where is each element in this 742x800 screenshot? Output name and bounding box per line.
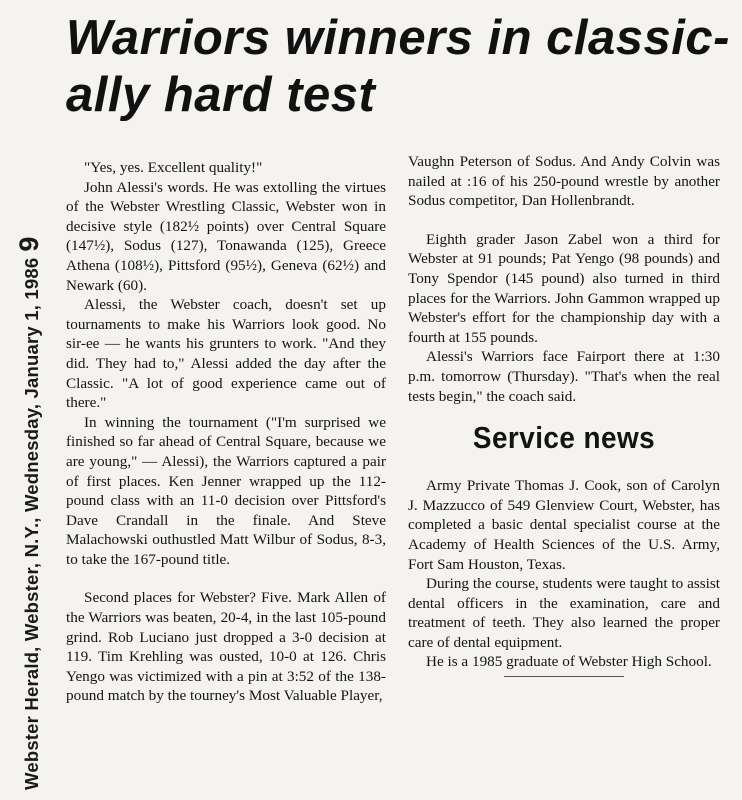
service-news-paragraph: He is a 1985 graduate of Webster High School. xyxy=(426,653,712,671)
end-rule xyxy=(504,676,624,677)
left-column xyxy=(66,158,386,706)
right-column xyxy=(408,152,720,677)
service-news-paragraph: Army Private Thomas J. Cook, son of Carolyn J. Mazzucco of 549 Glenview Court, Webster, has completed a basic dental specialist course at the Academy of Health Sciences of the U.S. Army, Fort Sam Houston, Texas. xyxy=(408,477,720,573)
article-paragraph: Second places for Webster? Five. Mark Allen of the Warriors was beaten, 20-4, in the last 105-pound grind. Rob Luciano just dropped a 3-0 decision at 119. Tim Krehling was ousted, 10-0 at 126. Chris Yengo was victimized with a pin at 3:52 of the 138-pound match by the tourney's Most Valuable Player, xyxy=(66,589,386,705)
article-paragraph: "Yes, yes. Excellent quality!" xyxy=(84,159,263,176)
service-news-heading: Service news xyxy=(472,420,656,456)
page-number: 9 xyxy=(14,236,44,252)
article-paragraph: Vaughn Peterson of Sodus. And Andy Colvin was nailed at :16 of his 250-pound wrestle by another Sodus competitor, Dan Hollenbrandt. xyxy=(408,153,720,210)
article-paragraph: Eighth grader Jason Zabel won a third for Webster at 91 pounds; Pat Yengo (98 pounds) and Tony Spendor (145 pound) also turned in third places for the Warriors. John Gammon wrapped up Webster's effort for the championship day with a fourth at 155 pounds. xyxy=(408,230,720,346)
service-news-paragraph: During the course, students were taught to assist dental officers in the examination, care and treatment of teeth. They also learned the proper care of dental equipment. xyxy=(408,575,720,651)
headline: Warriors winners in classic-ally hard test xyxy=(66,11,730,122)
article-paragraph: Alessi's Warriors face Fairport there at 1:30 p.m. tomorrow (Thursday). "That's when the real tests begin," the coach said. xyxy=(408,348,720,405)
sideline-dateline: Webster Herald, Webster, N.Y., Wednesday, January 1, 1986 xyxy=(21,257,42,790)
article-paragraph: John Alessi's words. He was extolling the virtues of the Webster Wrestling Classic, Webster won in decisive style (182½ points) over Central Square (147½), Sodus (127), Tonawanda (125), Greece Athena (108½), Pittsford (95½), Geneva (62½) and Newark (60). xyxy=(66,178,386,294)
article-paragraph: Alessi, the Webster coach, doesn't set up tournaments to make his Warriors look good. No sir-ee — he wants his grunters to work. "And they did. They had to," Alessi added the day after the Classic. "A lot of good experience came out of there." xyxy=(66,296,386,412)
sideline xyxy=(0,0,52,800)
sideline-text xyxy=(14,20,45,790)
article-paragraph: In winning the tournament ("I'm surprised we finished so far ahead of Central Square, because we are young," — Alessi), the Warriors captured a pair of first places. Ken Jenner wrapped up the 112-pound class with an 11-0 decision over Pittsford's Dave Crandall in the finale. And Steve Malachowski outhustled Matt Wilbur of Sodus, 8-3, to take the 167-pound title. xyxy=(66,413,386,568)
